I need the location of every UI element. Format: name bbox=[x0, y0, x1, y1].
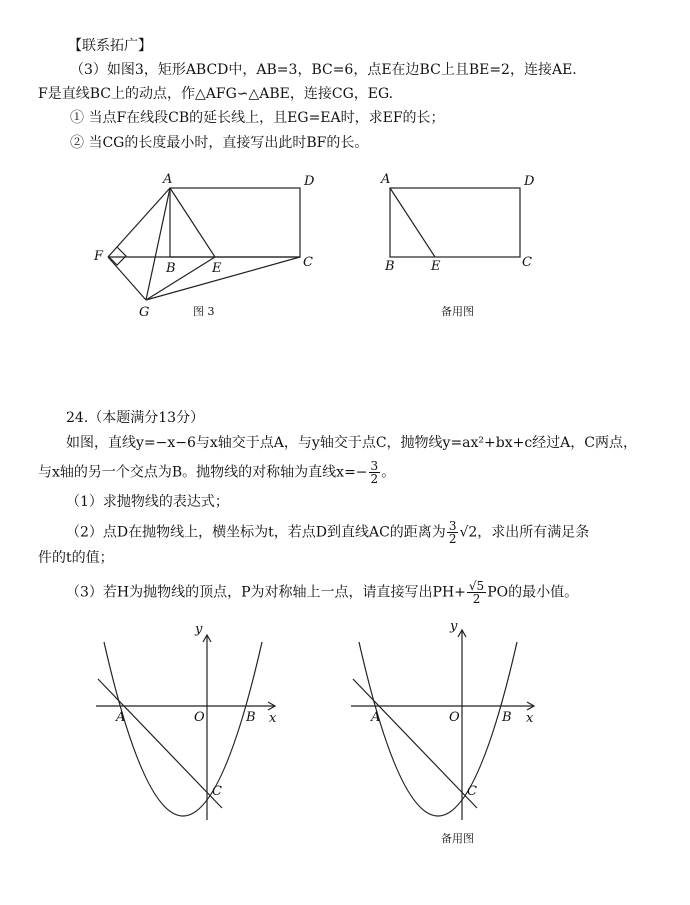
spare-line-ac bbox=[353, 679, 477, 808]
label-a: A bbox=[163, 172, 173, 187]
q24-part2-line2: 件的t的值； bbox=[38, 550, 114, 566]
section-header: 【联系拓广】 bbox=[68, 38, 152, 54]
spare-graph-label-x: x bbox=[526, 711, 534, 726]
q24-part3-post: PO的最小值。 bbox=[487, 584, 579, 601]
q24-part1: （1）求抛物线的表达式； bbox=[66, 494, 229, 510]
q24-part2-frac-num: 3 bbox=[448, 519, 457, 533]
q24-line2-frac-den: 2 bbox=[370, 472, 379, 486]
spare-parabola-curve bbox=[359, 642, 517, 816]
graph-label-y: y bbox=[195, 622, 203, 637]
q3-sub2: ② 当CG的长度最小时，直接写出此时BF的长。 bbox=[70, 135, 369, 151]
q3-intro-line2: F是直线BC上的动点，作△AFG∽△ABE，连接CG，EG. bbox=[38, 86, 394, 102]
spare-label-d: D bbox=[524, 174, 535, 189]
q3-sub1: ① 当点F在线段CB的延长线上，且EG=EA时，求EF的长； bbox=[70, 110, 445, 126]
spare-label-e: E bbox=[431, 259, 441, 274]
spare-label-b: B bbox=[385, 259, 395, 274]
q24-part3-frac-num: √5 bbox=[468, 579, 485, 593]
fig3-caption: 图 3 bbox=[193, 305, 215, 318]
label-e: E bbox=[212, 261, 222, 276]
spare-graph-label-b: B bbox=[502, 710, 512, 725]
q24-part2-pre: （2）点D在抛物线上，横坐标为t，若点D到直线AC的距离为 bbox=[66, 524, 446, 541]
spare-graph-label-c: C bbox=[467, 784, 477, 799]
spare-caption: 备用图 bbox=[441, 305, 474, 318]
graph-label-c: C bbox=[212, 784, 222, 799]
graph-label-x: x bbox=[269, 711, 277, 726]
spare-graph-label-o: O bbox=[449, 710, 460, 725]
q3-intro-line1: （3）如图3，矩形ABCD中，AB=3，BC=6，点E在边BC上且BE=2，连接AE. bbox=[70, 62, 577, 78]
q24-part2-post: ，求出所有满足条 bbox=[477, 524, 590, 541]
q24-line2-post: 。 bbox=[381, 464, 396, 481]
graph-label-b: B bbox=[246, 710, 256, 725]
q24-title: 24.（本题满分13分） bbox=[66, 410, 205, 426]
q24-line2-pre: 与x轴的另一个交点为B。抛物线的对称轴为直线x=− bbox=[38, 464, 368, 481]
label-b: B bbox=[166, 261, 176, 276]
q24-part3-pre: （3）若H为抛物线的顶点，P为对称轴上一点，请直接写出PH+ bbox=[66, 584, 466, 601]
spare-graph-label-a: A bbox=[371, 710, 381, 725]
spare-label-c: C bbox=[522, 255, 532, 270]
spare-label-a: A bbox=[381, 172, 391, 187]
label-d: D bbox=[304, 174, 315, 189]
label-f: F bbox=[94, 249, 104, 264]
spare-graph-label-y: y bbox=[450, 619, 458, 634]
q24-part3-frac-den: 2 bbox=[472, 592, 481, 606]
q24-line2-frac-num: 3 bbox=[370, 459, 379, 473]
graph-label-a: A bbox=[116, 710, 126, 725]
label-g: G bbox=[139, 305, 150, 320]
graph-spare-caption: 备用图 bbox=[441, 832, 474, 845]
label-c: C bbox=[303, 255, 313, 270]
graph-label-o: O bbox=[194, 710, 205, 725]
q24-line1: 如图，直线y=−x−6与x轴交于点A，与y轴交于点C，抛物线y=ax²+bx+c经过A，C两点， bbox=[66, 435, 638, 451]
q24-part2-root: √2 bbox=[459, 524, 478, 541]
q24-part2-frac-den: 2 bbox=[448, 532, 457, 546]
